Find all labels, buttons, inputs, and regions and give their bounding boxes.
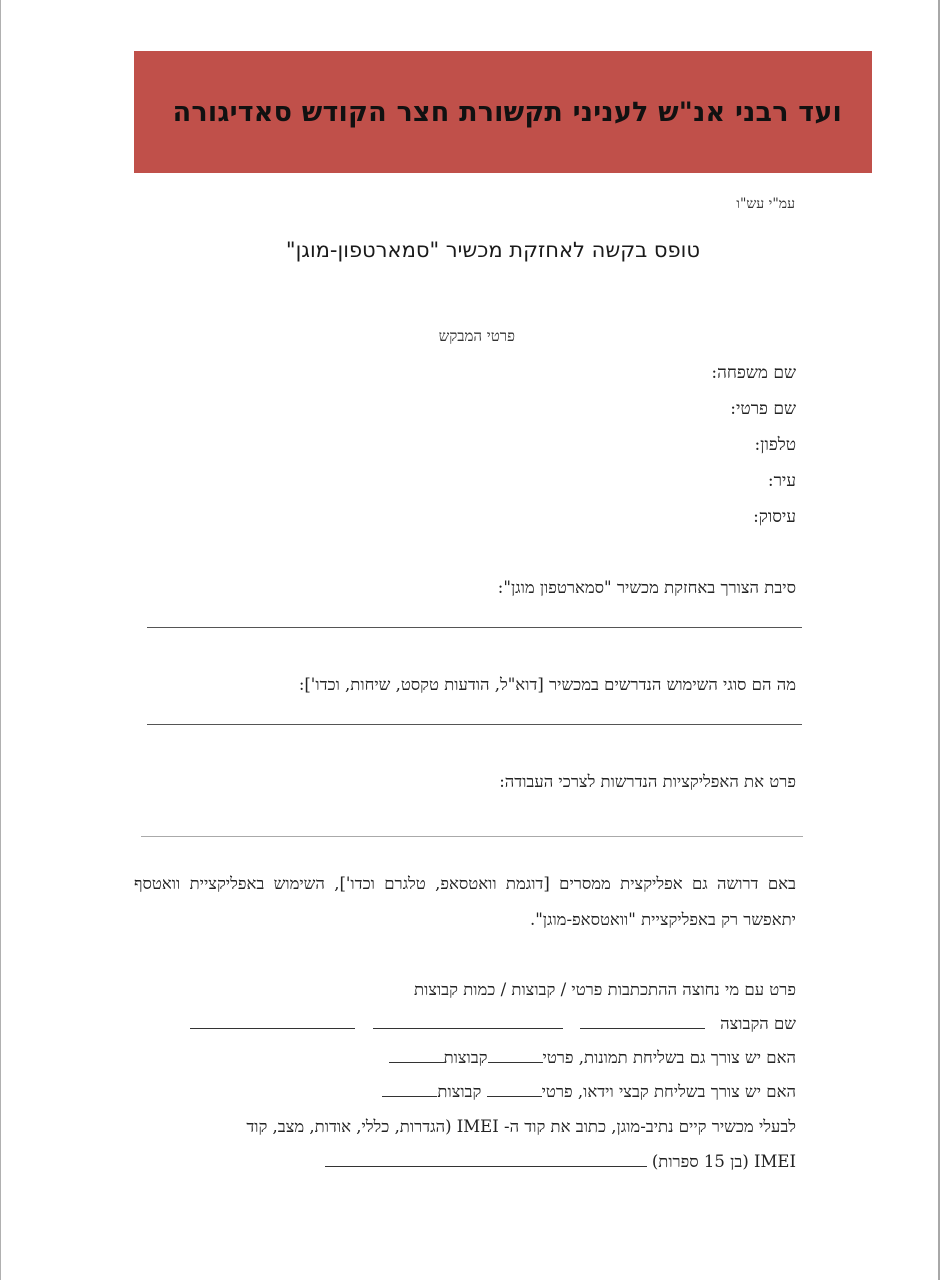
photos-question-label: האם יש צורך גם בשליחת תמונות, פרטי (542, 1048, 796, 1067)
photos-private-input[interactable] (488, 1048, 543, 1063)
group-name-input-3[interactable] (190, 1014, 355, 1029)
imei-row (325, 1152, 796, 1172)
imei-instructions: לבעלי מכשיר קיים נתיב-מוגן, כתוב את קוד ה- IMEI (הגדרות, כללי, אודות, מצב, קוד (246, 1117, 796, 1136)
group-name-label: שם הקבוצה (720, 1014, 796, 1033)
applicant-section-heading: פרטי המבקש (438, 327, 515, 345)
video-groups-input[interactable] (382, 1082, 437, 1097)
required-apps-answer-line[interactable] (141, 836, 803, 837)
usage-types-answer-line[interactable] (147, 724, 802, 725)
field-occupation[interactable]: עיסוק: (753, 507, 796, 527)
form-title: טופס בקשה לאחזקת מכשיר "סמארטפון-מוגן" (285, 238, 700, 262)
photos-groups-input[interactable] (389, 1048, 444, 1063)
usage-types-question: מה הם סוגי השימוש הנדרשים במכשיר [דוא"ל, הודעות טקסט, שיחות, וכדו']: (298, 675, 796, 694)
imei-input[interactable] (325, 1152, 647, 1167)
need-reason-question: סיבת הצורך באחזקת מכשיר "סמארטפון מוגן": (497, 578, 796, 597)
group-name-row (190, 1014, 796, 1034)
field-city[interactable]: עיר: (767, 471, 796, 491)
field-last-name[interactable]: שם משפחה: (711, 363, 796, 383)
group-name-input-2[interactable] (373, 1014, 563, 1029)
photos-question-row (389, 1048, 796, 1068)
organization-title: ועד רבני אנ"ש לעניני תקשורת חצר הקודש סאדיגורה (172, 96, 842, 128)
messaging-notice: באם דרושה גם אפליקצית ממסרים [דוגמת וואטסאפ, טלגרם וכדו'], השימוש באפליקציית וואטסף יתאפשר רק באפליקציית "וואטסאפ-מוגן". (134, 874, 796, 929)
video-question-row (382, 1082, 796, 1102)
required-apps-question: פרט את האפליקציות הנדרשות לצרכי העבודה: (499, 772, 796, 791)
field-first-name[interactable]: שם פרטי: (730, 399, 796, 419)
groups-intro: פרט עם מי נחוצה ההתכתבות פרטי / קבוצות / כמות קבוצות (414, 980, 796, 999)
need-reason-answer-line[interactable] (147, 627, 802, 628)
imei-label: IMEI (בן 15 ספרות) (651, 1152, 796, 1171)
video-question-label: האם יש צורך בשליחת קבצי וידאו, פרטי (541, 1082, 796, 1101)
field-phone[interactable]: טלפון: (754, 435, 796, 455)
photos-groups-label: קבוצות (443, 1048, 488, 1067)
bsd-mark: עמ"י עש"ו (736, 196, 795, 212)
video-groups-label: קבוצות (437, 1082, 482, 1101)
video-private-input[interactable] (487, 1082, 542, 1097)
group-name-input-1[interactable] (580, 1014, 705, 1029)
header-banner (134, 51, 872, 173)
